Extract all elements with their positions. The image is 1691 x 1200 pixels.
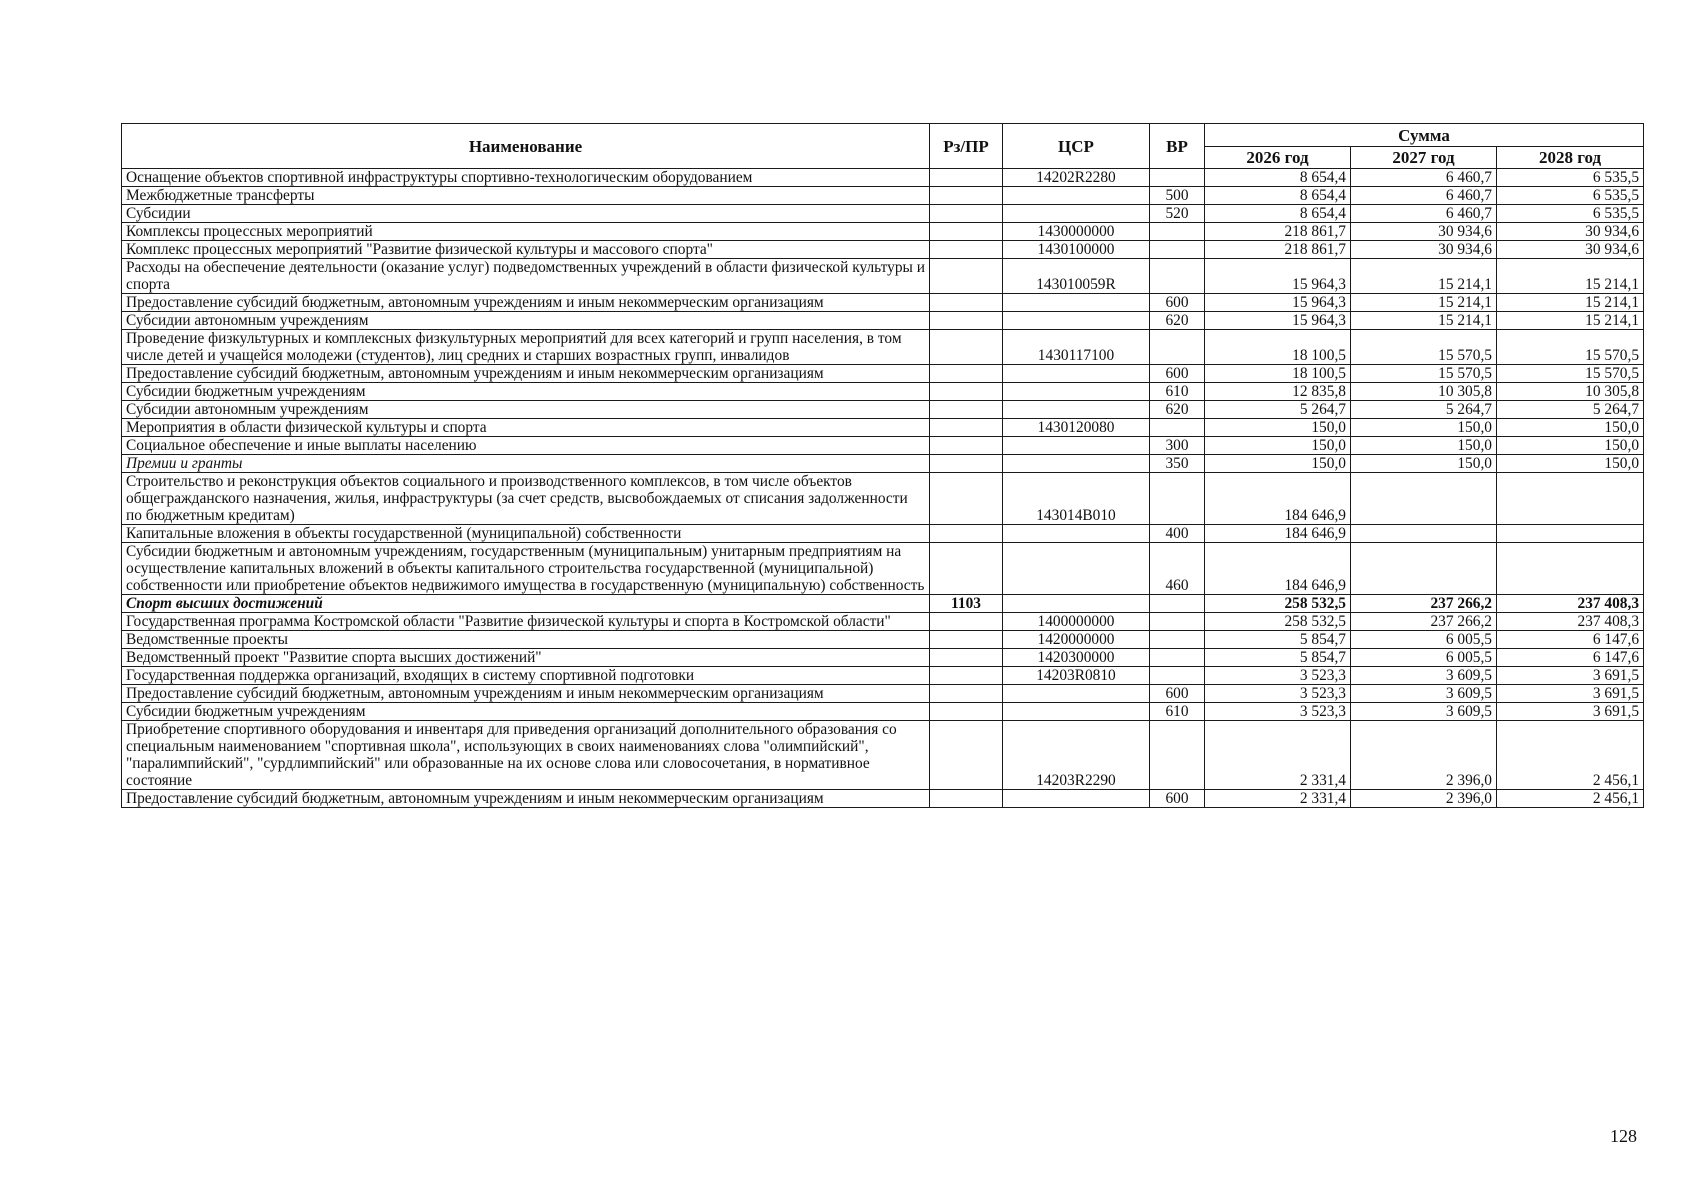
row-amount-2028: 2 456,1 [1497,721,1644,790]
row-amount-2028: 30 934,6 [1497,241,1644,259]
header-2026: 2026 год [1205,147,1351,169]
row-rzpr [930,365,1003,383]
row-vr [1150,223,1205,241]
row-rzpr [930,649,1003,667]
row-amount-2026: 8 654,4 [1205,169,1351,187]
row-name: Капитальные вложения в объекты государственной (муниципальной) собственности [122,525,930,543]
row-amount-2027: 150,0 [1351,419,1497,437]
row-rzpr [930,223,1003,241]
row-csr [1003,455,1150,473]
row-vr [1150,595,1205,613]
header-csr: ЦСР [1003,124,1150,169]
row-csr [1003,294,1150,312]
row-vr [1150,169,1205,187]
table-row [122,383,1644,401]
row-amount-2026: 3 523,3 [1205,685,1351,703]
row-amount-2027 [1351,525,1497,543]
table-row [122,790,1644,808]
row-name: Государственная программа Костромской области "Развитие физической культуры и спорта в Костромской области" [122,613,930,631]
row-csr [1003,543,1150,595]
row-name: Субсидии бюджетным и автономным учреждениям, государственным (муниципальным) унитарным предприятиям на осуществление капитальных вложений в объекты капитального строительства государственной (муниципальной) собственности или приобретение объектов недвижимого имущества в государственную (муниципальную) собственность [122,543,930,595]
row-amount-2027: 5 264,7 [1351,401,1497,419]
row-vr: 300 [1150,437,1205,455]
row-vr [1150,419,1205,437]
row-amount-2028: 15 570,5 [1497,330,1644,365]
row-vr: 600 [1150,294,1205,312]
table-row [122,685,1644,703]
row-amount-2028: 3 691,5 [1497,667,1644,685]
row-vr: 620 [1150,401,1205,419]
row-name: Проведение физкультурных и комплексных физкультурных мероприятий для всех категорий и групп населения, в том числе детей и учащейся молодежи (студентов), лиц средних и старших возрастных групп, инвалидов [122,330,930,365]
row-amount-2028: 15 214,1 [1497,312,1644,330]
row-name: Ведомственные проекты [122,631,930,649]
row-vr: 610 [1150,383,1205,401]
row-rzpr [930,187,1003,205]
row-csr: 143010059R [1003,259,1150,294]
row-name: Субсидии автономным учреждениям [122,312,930,330]
row-amount-2027: 3 609,5 [1351,685,1497,703]
row-amount-2028: 15 570,5 [1497,365,1644,383]
row-amount-2028: 3 691,5 [1497,703,1644,721]
row-amount-2028: 150,0 [1497,419,1644,437]
row-amount-2026: 5 854,7 [1205,631,1351,649]
row-csr [1003,437,1150,455]
row-rzpr [930,419,1003,437]
row-amount-2027: 6 005,5 [1351,631,1497,649]
row-amount-2027: 150,0 [1351,437,1497,455]
row-rzpr [930,205,1003,223]
row-amount-2028: 2 456,1 [1497,790,1644,808]
row-rzpr [930,685,1003,703]
row-name: Предоставление субсидий бюджетным, автономным учреждениям и иным некоммерческим организациям [122,790,930,808]
row-csr [1003,790,1150,808]
table-row [122,169,1644,187]
row-amount-2028: 5 264,7 [1497,401,1644,419]
row-amount-2027: 15 214,1 [1351,294,1497,312]
row-rzpr: 1103 [930,595,1003,613]
row-amount-2027: 6 005,5 [1351,649,1497,667]
row-vr: 600 [1150,790,1205,808]
row-amount-2027: 15 214,1 [1351,312,1497,330]
row-rzpr [930,703,1003,721]
row-vr [1150,473,1205,525]
table-row [122,294,1644,312]
table-row [122,455,1644,473]
table-row [122,205,1644,223]
row-name: Ведомственный проект "Развитие спорта высших достижений" [122,649,930,667]
row-vr: 520 [1150,205,1205,223]
row-csr [1003,187,1150,205]
row-vr [1150,241,1205,259]
row-csr: 143014B010 [1003,473,1150,525]
row-amount-2027: 2 396,0 [1351,790,1497,808]
row-amount-2028: 10 305,8 [1497,383,1644,401]
row-amount-2028: 15 214,1 [1497,259,1644,294]
row-amount-2026: 218 861,7 [1205,223,1351,241]
header-rzpr: Рз/ПР [930,124,1003,169]
row-csr: 1430120080 [1003,419,1150,437]
header-vr: ВР [1150,124,1205,169]
row-amount-2026: 12 835,8 [1205,383,1351,401]
row-amount-2028: 6 147,6 [1497,631,1644,649]
row-csr [1003,365,1150,383]
row-amount-2027: 30 934,6 [1351,223,1497,241]
row-rzpr [930,294,1003,312]
row-rzpr [930,790,1003,808]
row-amount-2026: 8 654,4 [1205,187,1351,205]
row-rzpr [930,667,1003,685]
table-row [122,703,1644,721]
row-name: Субсидии [122,205,930,223]
row-vr: 600 [1150,685,1205,703]
row-amount-2028: 6 147,6 [1497,649,1644,667]
table-header [122,124,1644,169]
table-row [122,667,1644,685]
budget-sheet [121,123,1643,808]
table-row [122,525,1644,543]
row-vr [1150,667,1205,685]
table-row [122,419,1644,437]
row-amount-2027: 150,0 [1351,455,1497,473]
row-amount-2026: 3 523,3 [1205,667,1351,685]
table-row [122,330,1644,365]
row-name: Комплексы процессных мероприятий [122,223,930,241]
row-amount-2026: 5 854,7 [1205,649,1351,667]
row-rzpr [930,543,1003,595]
table-row [122,437,1644,455]
row-vr: 400 [1150,525,1205,543]
row-amount-2026: 8 654,4 [1205,205,1351,223]
row-amount-2026: 184 646,9 [1205,525,1351,543]
row-rzpr [930,169,1003,187]
row-amount-2027: 15 570,5 [1351,365,1497,383]
row-csr [1003,703,1150,721]
row-amount-2027 [1351,473,1497,525]
row-vr: 460 [1150,543,1205,595]
row-rzpr [930,241,1003,259]
row-csr: 1400000000 [1003,613,1150,631]
row-rzpr [930,613,1003,631]
header-name: Наименование [122,124,930,169]
row-csr: 1430117100 [1003,330,1150,365]
row-name: Межбюджетные трансферты [122,187,930,205]
table-row [122,241,1644,259]
row-csr: 1420000000 [1003,631,1150,649]
row-csr [1003,205,1150,223]
row-name: Мероприятия в области физической культуры и спорта [122,419,930,437]
row-csr [1003,525,1150,543]
table-row [122,365,1644,383]
row-vr [1150,631,1205,649]
row-csr: 1430100000 [1003,241,1150,259]
row-amount-2026: 258 532,5 [1205,613,1351,631]
row-rzpr [930,259,1003,294]
row-amount-2028: 15 214,1 [1497,294,1644,312]
row-name: Социальное обеспечение и иные выплаты населению [122,437,930,455]
row-vr: 500 [1150,187,1205,205]
page-number: 128 [1610,1126,1637,1146]
row-amount-2028 [1497,525,1644,543]
row-vr [1150,721,1205,790]
row-name: Предоставление субсидий бюджетным, автономным учреждениям и иным некоммерческим организациям [122,685,930,703]
row-amount-2028: 237 408,3 [1497,613,1644,631]
row-amount-2026: 150,0 [1205,455,1351,473]
row-name: Строительство и реконструкция объектов социального и производственного комплексов, в том числе объектов общегражданского назначения, жилья, инфраструктуры (за счет средств, высвобождаемых от списания задолженности по бюджетным кредитам) [122,473,930,525]
row-name: Государственная поддержка организаций, входящих в систему спортивной подготовки [122,667,930,685]
row-amount-2026: 258 532,5 [1205,595,1351,613]
row-amount-2028 [1497,473,1644,525]
row-rzpr [930,455,1003,473]
row-rzpr [930,437,1003,455]
row-amount-2026: 18 100,5 [1205,365,1351,383]
table-row [122,187,1644,205]
row-csr: 14202R2280 [1003,169,1150,187]
row-amount-2026: 3 523,3 [1205,703,1351,721]
header-2028: 2028 год [1497,147,1644,169]
table-row [122,473,1644,525]
row-rzpr [930,721,1003,790]
row-amount-2026: 18 100,5 [1205,330,1351,365]
table-row [122,259,1644,294]
row-amount-2028: 150,0 [1497,455,1644,473]
row-amount-2027: 6 460,7 [1351,169,1497,187]
table-row [122,631,1644,649]
row-rzpr [930,312,1003,330]
row-name: Приобретение спортивного оборудования и инвентаря для приведения организаций дополнительного образования со специальным наименованием "спортивная школа", использующих в своих наименованиях слова "олимпийский", "паралимпийский", "сурдлимпийский" или образованные на их основе слова или словосочетания, в нормативное состояние [122,721,930,790]
row-vr: 600 [1150,365,1205,383]
row-name: Спорт высших достижений [122,595,930,613]
table-row [122,613,1644,631]
row-csr [1003,383,1150,401]
row-amount-2026: 218 861,7 [1205,241,1351,259]
row-amount-2026: 5 264,7 [1205,401,1351,419]
row-vr [1150,330,1205,365]
row-amount-2028: 3 691,5 [1497,685,1644,703]
header-2027: 2027 год [1351,147,1497,169]
row-amount-2027: 30 934,6 [1351,241,1497,259]
row-amount-2027 [1351,543,1497,595]
header-sum: Сумма [1205,124,1644,147]
row-amount-2028: 237 408,3 [1497,595,1644,613]
row-amount-2026: 15 964,3 [1205,294,1351,312]
row-name: Предоставление субсидий бюджетным, автономным учреждениям и иным некоммерческим организациям [122,365,930,383]
table-row [122,223,1644,241]
row-vr [1150,649,1205,667]
row-rzpr [930,401,1003,419]
table-row [122,312,1644,330]
row-vr [1150,259,1205,294]
row-amount-2026: 2 331,4 [1205,721,1351,790]
table-body [122,169,1644,808]
row-amount-2028: 6 535,5 [1497,205,1644,223]
row-csr: 14203R0810 [1003,667,1150,685]
row-amount-2026: 2 331,4 [1205,790,1351,808]
row-name: Оснащение объектов спортивной инфраструктуры спортивно-технологическим оборудованием [122,169,930,187]
row-amount-2026: 15 964,3 [1205,259,1351,294]
row-csr [1003,595,1150,613]
row-csr: 14203R2290 [1003,721,1150,790]
row-name: Комплекс процессных мероприятий "Развитие физической культуры и массового спорта" [122,241,930,259]
row-amount-2027: 15 570,5 [1351,330,1497,365]
row-csr [1003,312,1150,330]
row-name: Субсидии бюджетным учреждениям [122,703,930,721]
row-name: Расходы на обеспечение деятельности (оказание услуг) подведомственных учреждений в области физической культуры и спорта [122,259,930,294]
row-amount-2028: 30 934,6 [1497,223,1644,241]
row-amount-2026: 150,0 [1205,419,1351,437]
row-amount-2027: 3 609,5 [1351,703,1497,721]
row-name: Предоставление субсидий бюджетным, автономным учреждениям и иным некоммерческим организациям [122,294,930,312]
row-rzpr [930,330,1003,365]
table-row [122,595,1644,613]
row-amount-2027: 6 460,7 [1351,205,1497,223]
row-csr [1003,685,1150,703]
row-amount-2028 [1497,543,1644,595]
row-amount-2027: 15 214,1 [1351,259,1497,294]
row-amount-2027: 3 609,5 [1351,667,1497,685]
row-name: Субсидии бюджетным учреждениям [122,383,930,401]
row-amount-2026: 150,0 [1205,437,1351,455]
row-name: Премии и гранты [122,455,930,473]
table-row [122,401,1644,419]
row-amount-2028: 6 535,5 [1497,187,1644,205]
row-vr: 620 [1150,312,1205,330]
table-row [122,721,1644,790]
row-csr: 1420300000 [1003,649,1150,667]
row-vr: 610 [1150,703,1205,721]
row-name: Субсидии автономным учреждениям [122,401,930,419]
row-vr: 350 [1150,455,1205,473]
table-row [122,649,1644,667]
row-amount-2027: 6 460,7 [1351,187,1497,205]
row-rzpr [930,473,1003,525]
row-amount-2027: 2 396,0 [1351,721,1497,790]
row-amount-2028: 6 535,5 [1497,169,1644,187]
row-amount-2026: 15 964,3 [1205,312,1351,330]
table-row [122,543,1644,595]
budget-table [121,123,1644,808]
row-amount-2026: 184 646,9 [1205,473,1351,525]
row-rzpr [930,383,1003,401]
row-vr [1150,613,1205,631]
row-amount-2026: 184 646,9 [1205,543,1351,595]
row-amount-2027: 237 266,2 [1351,595,1497,613]
row-amount-2027: 10 305,8 [1351,383,1497,401]
row-rzpr [930,525,1003,543]
row-csr: 1430000000 [1003,223,1150,241]
row-csr [1003,401,1150,419]
row-rzpr [930,631,1003,649]
row-amount-2027: 237 266,2 [1351,613,1497,631]
row-amount-2028: 150,0 [1497,437,1644,455]
